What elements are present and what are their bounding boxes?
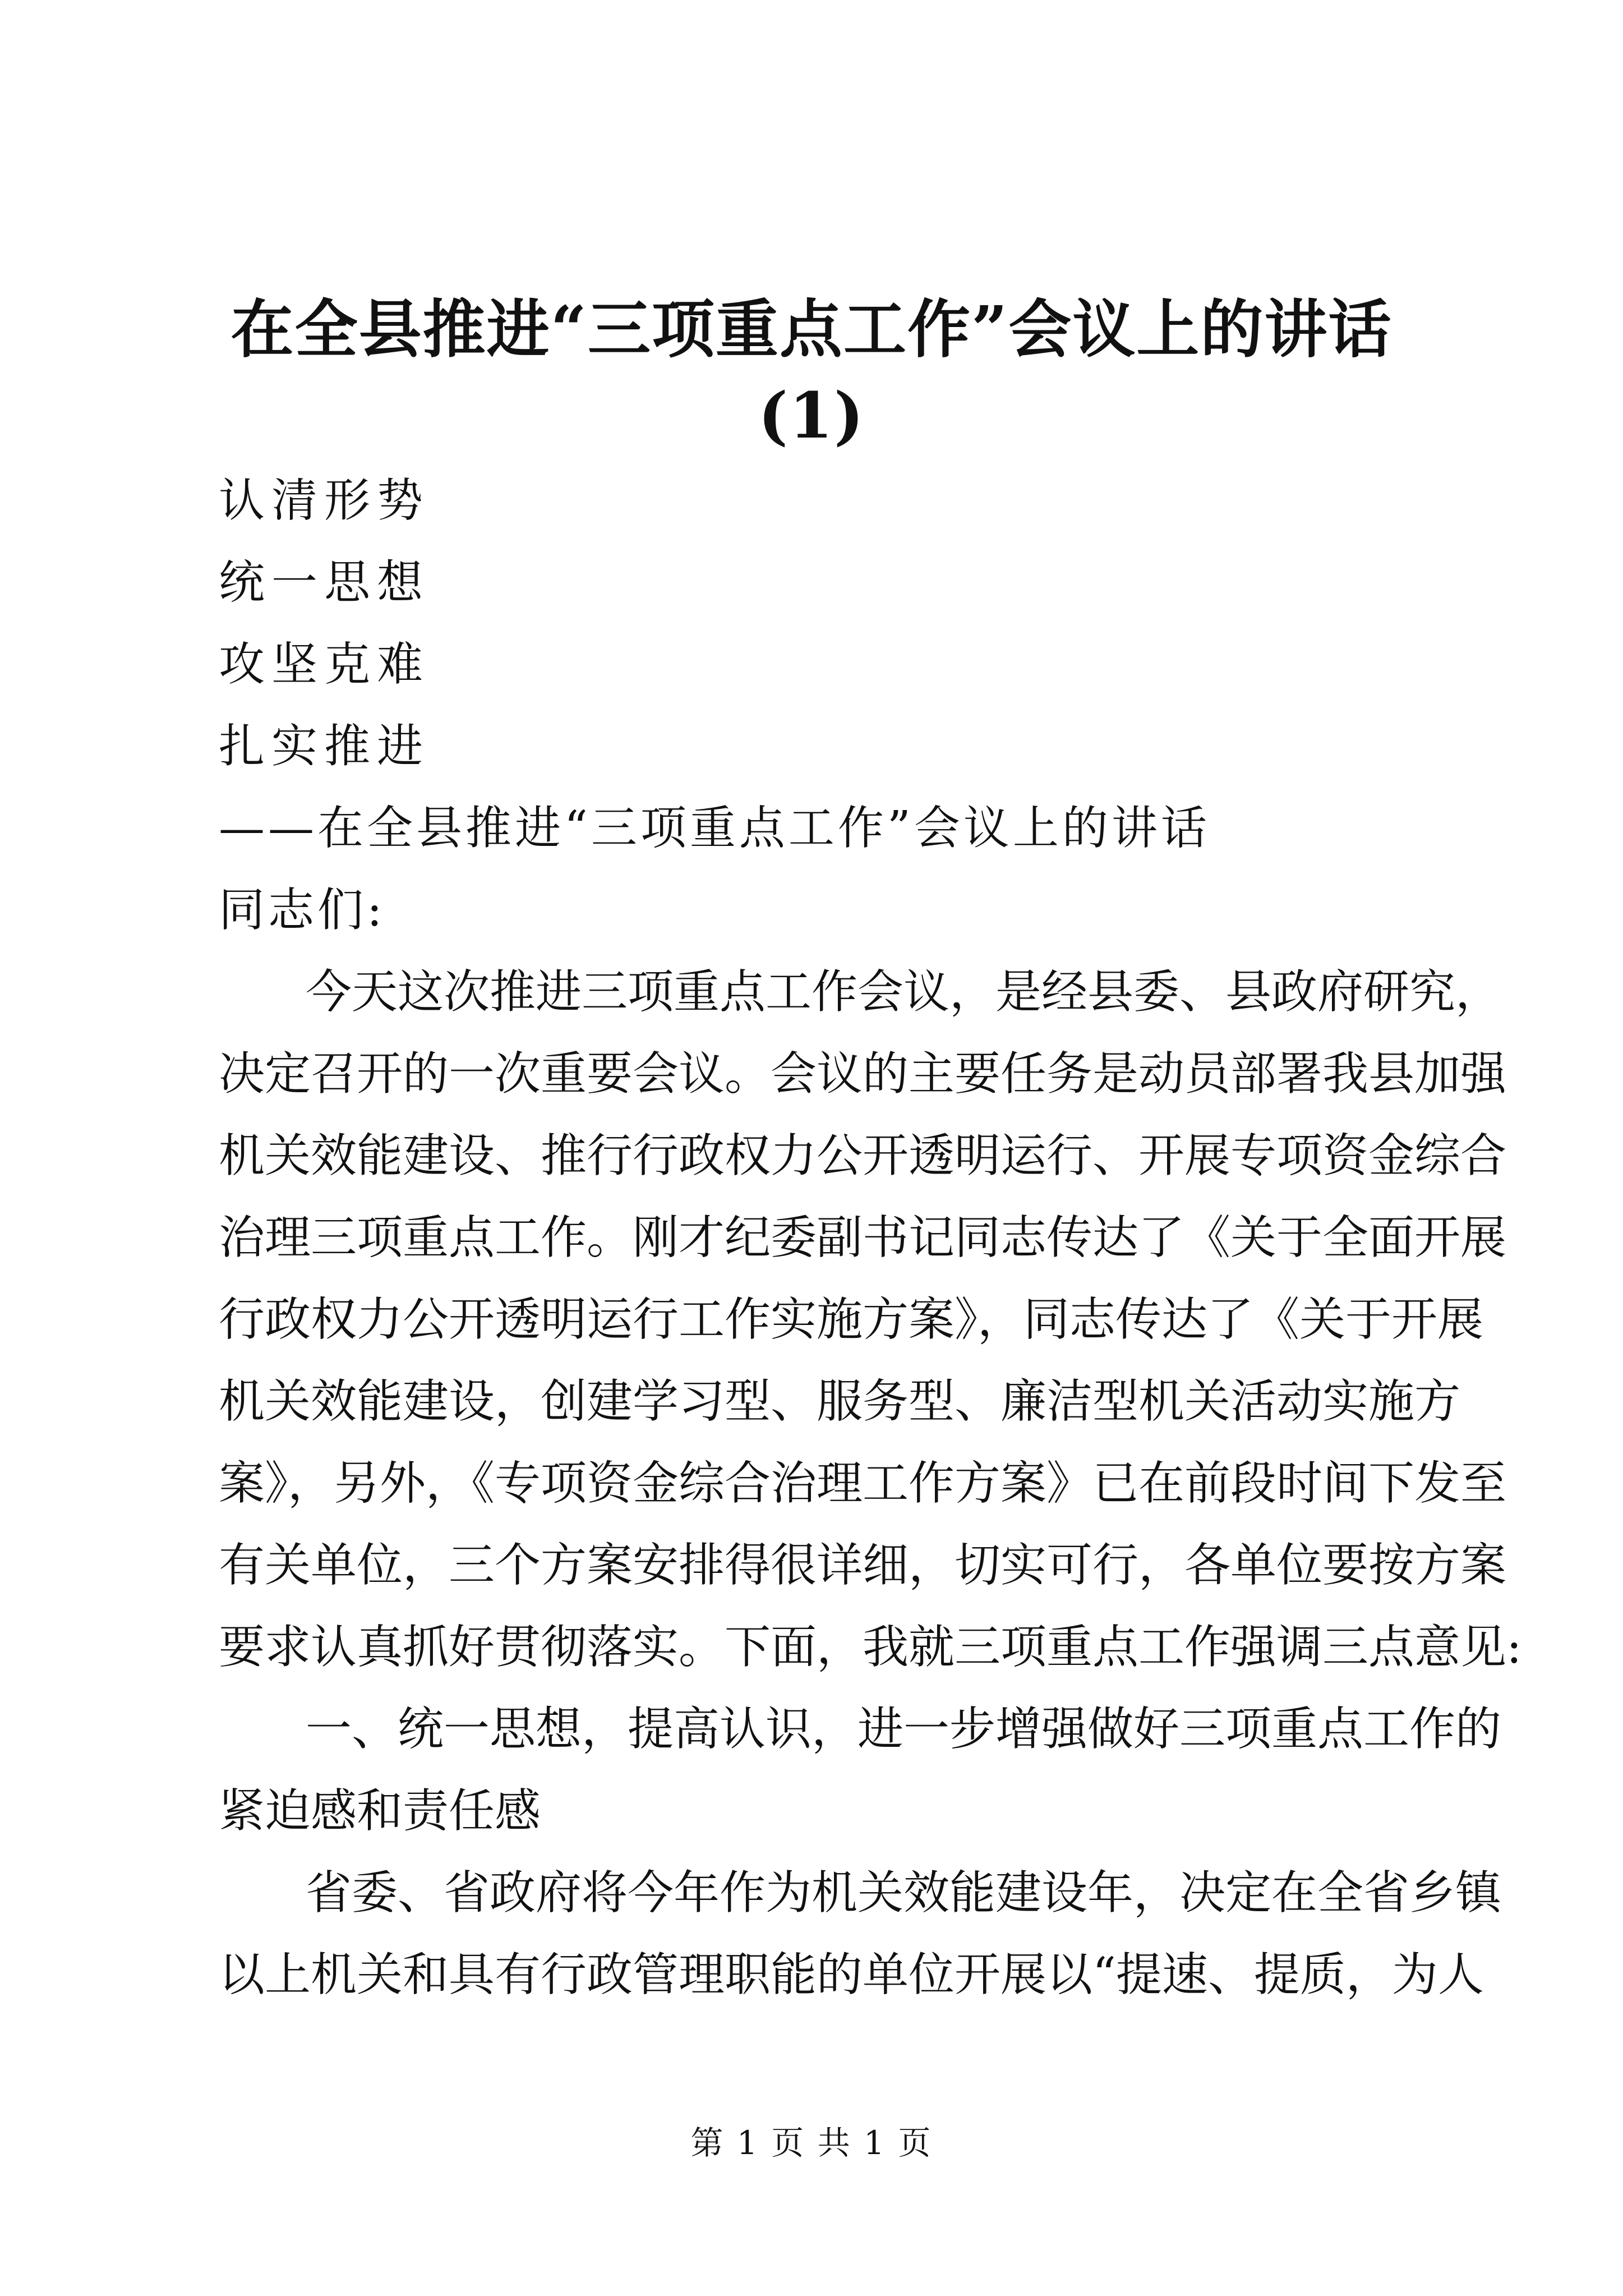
paragraph-line: 要求认真抓好贯彻落实。下面，我就三项重点工作强调三点意见:: [219, 1621, 1522, 1674]
paragraph-line: 机关效能建设、推行行政权力公开透明运行、开展专项资金综合: [219, 1129, 1507, 1182]
paragraph-line: 省委、省政府将今年作为机关效能建设年，决定在全省乡镇: [306, 1866, 1502, 1920]
heading-line: 统一思想: [219, 556, 430, 609]
paragraph-line: 治理三项重点工作。刚才纪委副书记同志传达了《关于全面开展: [219, 1211, 1507, 1264]
paragraph-line: 以上机关和具有行政管理职能的单位开展以“提速、提质，为人: [219, 1948, 1484, 2001]
salutation: 同志们:: [219, 884, 386, 937]
section-heading-line: 紧迫感和责任感: [219, 1784, 541, 1838]
section-heading-line: 一、统一思想，提高认识，进一步增强做好三项重点工作的: [306, 1703, 1502, 1756]
document-title-suffix: (1): [758, 379, 865, 453]
document-title: 在全县推进“三项重点工作”会议上的讲话: [230, 293, 1393, 366]
paragraph-line: 决定召开的一次重要会议。会议的主要任务是动员部署我县加强: [219, 1047, 1507, 1101]
paragraph-line: 有关单位，三个方案安排得很详细，切实可行，各单位要按方案: [219, 1539, 1507, 1592]
subtitle-line: ——在全县推进“三项重点工作”会议上的讲话: [219, 802, 1210, 855]
heading-line: 扎实推进: [219, 720, 430, 773]
page-footer: 第 1 页 共 1 页: [690, 2124, 933, 2162]
paragraph-line: 案》，另外，《专项资金综合治理工作方案》已在前段时间下发至: [219, 1457, 1507, 1510]
heading-line: 认清形势: [219, 474, 430, 527]
paragraph-line: 机关效能建设，创建学习型、服务型、廉洁型机关活动实施方: [219, 1375, 1461, 1428]
heading-line: 攻坚克难: [219, 638, 430, 691]
paragraph-line: 行政权力公开透明运行工作实施方案》，同志传达了《关于开展: [219, 1293, 1484, 1346]
paragraph-line: 今天这次推进三项重点工作会议，是经县委、县政府研究，: [306, 965, 1502, 1019]
